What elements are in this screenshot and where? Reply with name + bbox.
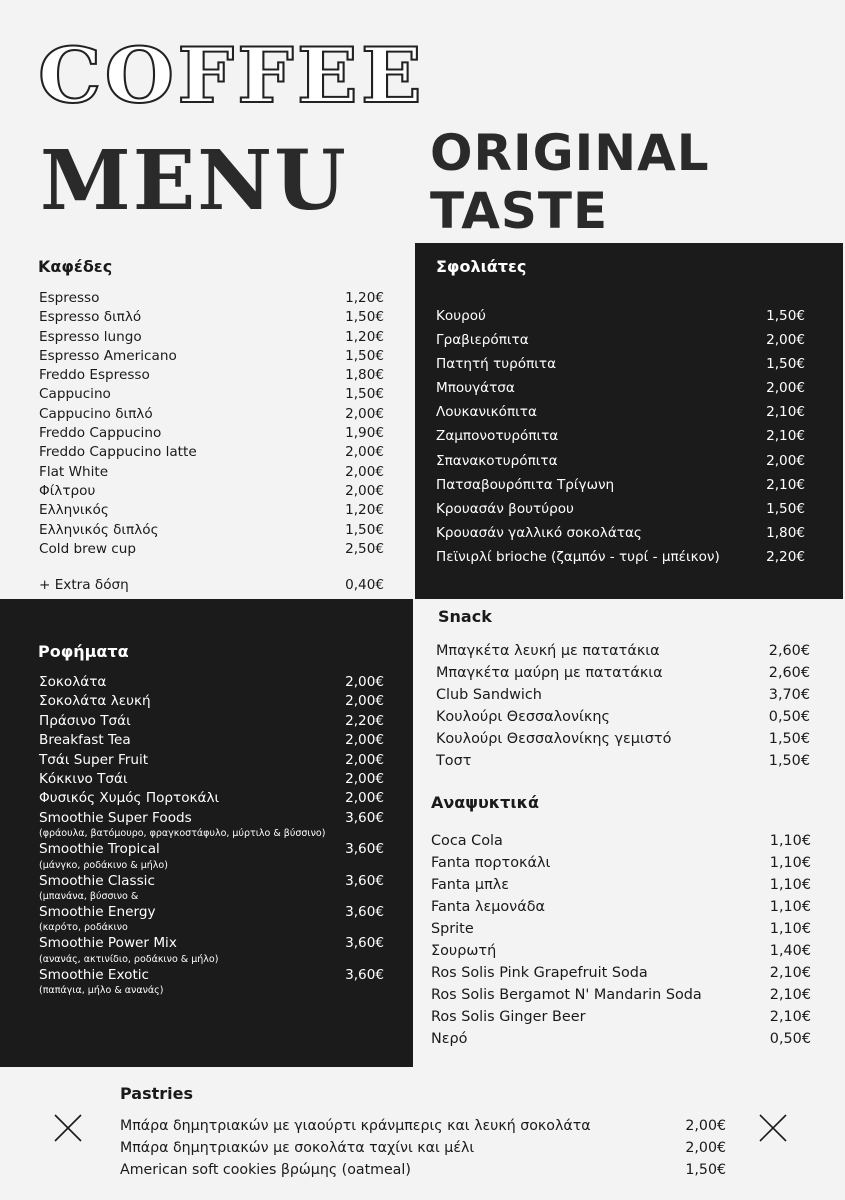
menu-item [436, 640, 810, 662]
item-price: 1,10€ [769, 855, 811, 871]
item-price: 3,60€ [345, 935, 384, 952]
coffees-heading: Καφέδες [38, 257, 113, 276]
item-price: 1,50€ [345, 386, 384, 403]
item-name: Πατσαβουρόπιτα Τρίγωνη [436, 476, 615, 493]
item-name: Espresso [39, 290, 100, 306]
item-price: 2,00€ [345, 482, 384, 499]
item-name: Ros Solis Ginger Beer [431, 1009, 586, 1025]
menu-item [436, 684, 810, 706]
item-name: Μπουγάτσα [436, 380, 515, 397]
item-name: Smoothie Exotic [39, 966, 150, 983]
item-price: 3,60€ [345, 904, 384, 921]
item-name: Freddo Cappucino latte [39, 444, 197, 461]
item-name: Freddo Cappucino [39, 425, 162, 442]
menu-item [39, 385, 384, 404]
menu-item [436, 400, 805, 424]
menu-item [431, 984, 811, 1006]
extra-shot-name: + Extra δόση [39, 577, 129, 593]
item-price: 2,00€ [766, 452, 805, 469]
menu-item [39, 966, 384, 997]
pastries-list [436, 304, 805, 569]
title-coffee: COFFEE [38, 31, 425, 120]
menu-item [39, 540, 384, 559]
item-name: Τοστ [436, 753, 472, 769]
item-name: Πράσινο Τσάι [39, 712, 131, 729]
soft-drinks-list [431, 830, 811, 1050]
item-name: Σοκολάτα [39, 674, 107, 690]
item-price: 1,50€ [345, 347, 384, 364]
item-name: Κόκκινο Τσάι [39, 771, 128, 788]
item-name: Κρουασάν γαλλικό σοκολάτας [436, 524, 642, 541]
rofimata-heading: Ροφήματα [38, 642, 129, 661]
item-price: 1,20€ [345, 328, 384, 345]
item-price: 1,50€ [345, 521, 384, 538]
item-name: Ελληνικός [39, 502, 109, 519]
item-name: American soft cookies βρώμης (oatmeal) [120, 1162, 411, 1178]
item-price: 2,00€ [345, 771, 384, 788]
menu-item [436, 352, 805, 376]
item-price: 3,70€ [768, 687, 810, 703]
item-price: 1,10€ [769, 921, 811, 937]
item-name: Ζαμπονοτυρόπιτα [436, 428, 559, 445]
menu-item [120, 1137, 726, 1159]
item-name: Κουλούρι Θεσσαλονίκης γεμιστό [436, 731, 672, 747]
item-price: 1,10€ [769, 833, 811, 849]
menu-item [436, 521, 805, 545]
item-price: 2,50€ [345, 540, 384, 557]
menu-item [39, 770, 384, 789]
item-name: Κρουασάν βουτύρου [436, 500, 574, 517]
item-name: Smoothie Energy [39, 904, 156, 921]
item-price: 2,00€ [685, 1118, 726, 1134]
item-price: 2,00€ [766, 332, 805, 349]
menu-item [436, 424, 805, 448]
item-price: 1,40€ [769, 943, 811, 959]
menu-item [39, 308, 384, 327]
item-name: Κουρού [436, 308, 486, 324]
item-name: Νερό [431, 1031, 468, 1047]
coffees-list [39, 289, 384, 559]
soft-drinks-heading: Αναψυκτικά [431, 793, 539, 812]
menu-item [39, 366, 384, 385]
item-price: 1,80€ [766, 524, 805, 541]
item-price: 1,50€ [685, 1162, 726, 1178]
item-price: 3,60€ [345, 809, 384, 826]
menu-item [39, 482, 384, 501]
item-price: 2,00€ [345, 405, 384, 422]
menu-item [436, 328, 805, 352]
menu-item [39, 872, 384, 903]
menu-item [39, 443, 384, 462]
item-name: Breakfast Tea [39, 732, 131, 749]
item-price: 2,20€ [345, 712, 384, 729]
item-price: 2,00€ [345, 751, 384, 768]
item-name: Σουρωτή [431, 943, 497, 959]
item-price: 1,50€ [766, 356, 805, 373]
extra-shot-row [39, 577, 384, 593]
item-name: Smoothie Tropical [39, 841, 160, 858]
item-name: Σοκολάτα λευκή [39, 693, 151, 710]
menu-item [431, 830, 811, 852]
menu-item [39, 712, 384, 731]
item-price: 2,00€ [345, 463, 384, 480]
menu-item [39, 673, 384, 692]
menu-item [431, 896, 811, 918]
item-price: 2,00€ [766, 380, 805, 397]
menu-item [39, 521, 384, 540]
item-note: (καρότο, ροδάκινο [39, 922, 128, 934]
menu-item [39, 751, 384, 770]
item-price: 3,60€ [345, 966, 384, 983]
item-name: Smoothie Classic [39, 872, 155, 889]
menu-item [39, 501, 384, 520]
item-name: Ros Solis Bergamot N' Mandarin Soda [431, 987, 702, 1003]
menu-item [39, 731, 384, 750]
item-name: Espresso lungo [39, 328, 142, 345]
close-icon [758, 1113, 788, 1143]
item-price: 2,10€ [766, 404, 805, 421]
item-name: Πεϊνιρλί brioche (ζαμπόν - τυρί - μπέικον) [436, 548, 720, 565]
menu-item [120, 1159, 726, 1181]
pastries-bars-heading: Pastries [120, 1084, 194, 1103]
menu-item [39, 405, 384, 424]
item-name: Φυσικός Χυμός Πορτοκάλι [39, 790, 220, 807]
item-price: 2,10€ [769, 965, 811, 981]
item-name: Ελληνικός διπλός [39, 521, 159, 538]
menu-item [436, 473, 805, 497]
menu-item [436, 376, 805, 400]
item-name: Sprite [431, 921, 474, 937]
item-price: 2,20€ [766, 548, 805, 565]
title-taste: TASTE [430, 182, 609, 240]
item-name: Flat White [39, 463, 109, 480]
item-name: Fanta λεμονάδα [431, 899, 545, 915]
item-name: Ros Solis Pink Grapefruit Soda [431, 965, 648, 981]
menu-item [39, 692, 384, 711]
snack-heading: Snack [438, 607, 492, 626]
item-name: Espresso Americano [39, 347, 177, 364]
item-price: 2,10€ [766, 476, 805, 493]
menu-item [39, 789, 384, 808]
menu-item [431, 874, 811, 896]
item-name: Μπαγκέτα μαύρη με πατατάκια [436, 665, 663, 681]
menu-item [39, 289, 384, 308]
item-price: 1,50€ [345, 309, 384, 326]
item-price: 0,50€ [768, 709, 810, 725]
menu-item [39, 347, 384, 366]
item-name: Cappucino διπλό [39, 405, 153, 422]
item-price: 2,00€ [345, 693, 384, 710]
title-original-taste [430, 124, 710, 240]
item-price: 1,10€ [769, 877, 811, 893]
item-name: Μπαγκέτα λευκή με πατατάκια [436, 643, 660, 659]
item-name: Coca Cola [431, 833, 503, 849]
item-price: 2,10€ [766, 428, 805, 445]
close-icon [53, 1113, 83, 1143]
item-note: (μπανάνα, βύσσινο & [39, 891, 139, 903]
item-price: 1,50€ [768, 731, 810, 747]
item-name: Freddo Espresso [39, 367, 150, 384]
item-price: 1,80€ [345, 367, 384, 384]
menu-item [436, 545, 805, 569]
menu-item [39, 463, 384, 482]
menu-item [431, 1006, 811, 1028]
item-name: Espresso διπλό [39, 309, 142, 326]
menu-item [431, 852, 811, 874]
item-name: Μπάρα δημητριακών με σοκολάτα ταχίνι και μέλι [120, 1140, 475, 1156]
item-note: (μάνγκο, ροδάκινο & μήλο) [39, 859, 168, 871]
item-name: Club Sandwich [436, 687, 542, 703]
item-note: (φράουλα, βατόμουρο, φραγκοστάφυλο, μύρτιλο & βύσσινο) [39, 828, 326, 840]
title-menu: MENU [40, 133, 348, 229]
menu-item [431, 918, 811, 940]
item-price: 2,10€ [769, 1009, 811, 1025]
menu-item [431, 962, 811, 984]
item-note: (ανανάς, ακτινίδιο, ροδάκινο & μήλο) [39, 953, 219, 965]
menu-item [436, 662, 810, 684]
menu-item [436, 304, 805, 328]
menu-item [436, 728, 810, 750]
pastries-bars-list [120, 1115, 726, 1181]
menu-item [436, 750, 810, 772]
item-price: 2,00€ [345, 790, 384, 807]
item-name: Fanta πορτοκάλι [431, 855, 551, 871]
pastries-heading: Σφολιάτες [436, 257, 527, 276]
item-price: 1,50€ [766, 308, 805, 324]
item-name: Τσάι Super Fruit [39, 751, 149, 768]
item-name: Φίλτρου [39, 482, 96, 499]
item-name: Smoothie Super Foods [39, 809, 192, 826]
item-price: 1,20€ [345, 502, 384, 519]
item-price: 2,00€ [685, 1140, 726, 1156]
menu-item [39, 424, 384, 443]
item-name: Cappucino [39, 386, 111, 403]
menu-item [436, 706, 810, 728]
item-price: 2,10€ [769, 987, 811, 1003]
item-price: 1,20€ [345, 290, 384, 306]
menu-item [436, 497, 805, 521]
menu-item [436, 449, 805, 473]
item-price: 3,60€ [345, 841, 384, 858]
item-price: 2,00€ [345, 444, 384, 461]
rofimata-list [39, 673, 384, 997]
menu-item [39, 934, 384, 965]
menu-item [431, 1028, 811, 1050]
item-price: 2,60€ [768, 643, 810, 659]
item-name: Fanta μπλε [431, 877, 510, 893]
item-note: (παπάγια, μήλο & ανανάς) [39, 985, 164, 997]
snack-list [436, 640, 810, 772]
item-price: 2,00€ [345, 674, 384, 690]
item-name: Κουλούρι Θεσσαλονίκης [436, 709, 610, 725]
item-name: Λουκανικόπιτα [436, 404, 537, 421]
item-name: Smoothie Power Mix [39, 935, 177, 952]
menu-item [120, 1115, 726, 1137]
item-name: Γραβιερόπιτα [436, 332, 529, 349]
menu-item [39, 328, 384, 347]
item-name: Cold brew cup [39, 540, 136, 557]
item-price: 0,50€ [769, 1031, 811, 1047]
item-price: 1,50€ [768, 753, 810, 769]
item-price: 2,00€ [345, 732, 384, 749]
item-name: Μπάρα δημητριακών με γιαούρτι κράνμπερις και λευκή σοκολάτα [120, 1118, 591, 1134]
menu-item [39, 903, 384, 934]
item-price: 1,10€ [769, 899, 811, 915]
item-name: Πατητή τυρόπιτα [436, 356, 557, 373]
item-price: 2,60€ [768, 665, 810, 681]
menu-item [431, 940, 811, 962]
menu-item [39, 840, 384, 871]
item-price: 1,90€ [345, 425, 384, 442]
menu-item [39, 809, 384, 840]
item-name: Σπανακοτυρόπιτα [436, 452, 558, 469]
item-price: 1,50€ [766, 500, 805, 517]
extra-shot-price: 0,40€ [345, 577, 384, 593]
item-price: 3,60€ [345, 872, 384, 889]
title-original: ORIGINAL [430, 124, 710, 182]
